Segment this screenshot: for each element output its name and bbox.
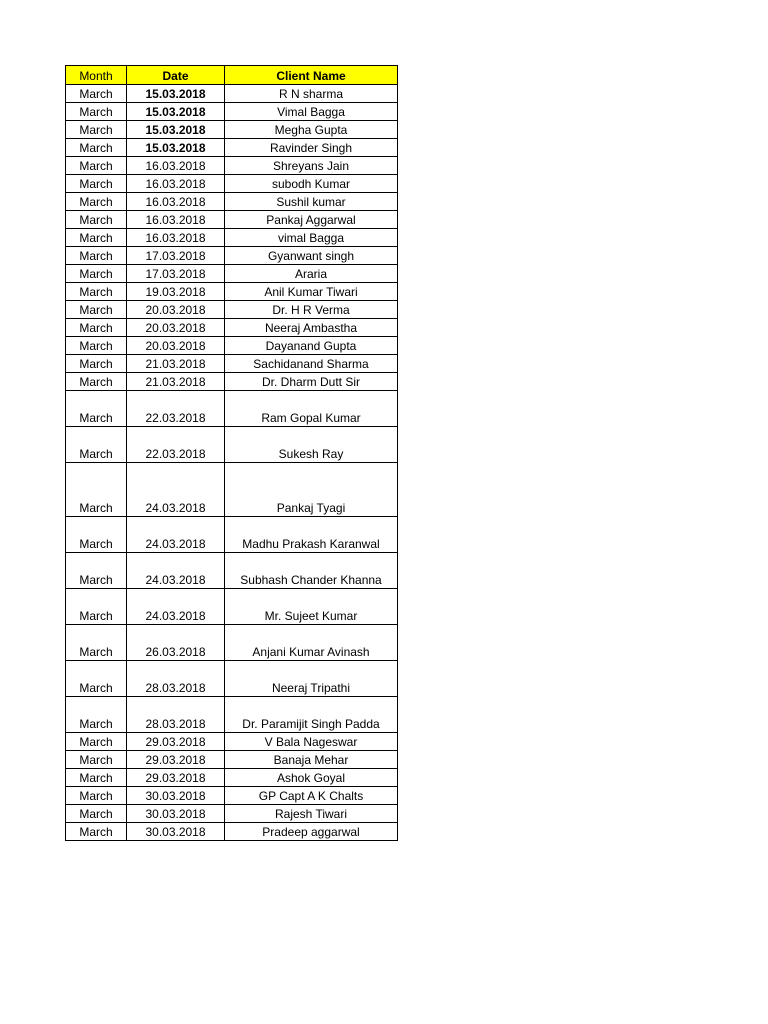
table-row — [66, 211, 398, 229]
month-cell: March — [66, 301, 127, 319]
table-row — [66, 625, 398, 661]
table-row — [66, 661, 398, 697]
table-row — [66, 139, 398, 157]
client-name-cell: Dr. H R Verma — [225, 301, 398, 319]
date-cell: 24.03.2018 — [127, 463, 225, 517]
client-name-cell: Dayanand Gupta — [225, 337, 398, 355]
table-row — [66, 427, 398, 463]
month-cell: March — [66, 517, 127, 553]
month-cell: March — [66, 769, 127, 787]
date-cell: 17.03.2018 — [127, 265, 225, 283]
date-cell: 20.03.2018 — [127, 337, 225, 355]
month-cell: March — [66, 805, 127, 823]
client-name-cell: GP Capt A K Chalts — [225, 787, 398, 805]
table-row — [66, 751, 398, 769]
date-cell: 28.03.2018 — [127, 661, 225, 697]
client-name-cell: Rajesh Tiwari — [225, 805, 398, 823]
client-name-cell: Mr. Sujeet Kumar — [225, 589, 398, 625]
month-cell: March — [66, 463, 127, 517]
client-name-cell: vimal Bagga — [225, 229, 398, 247]
date-cell: 22.03.2018 — [127, 391, 225, 427]
table-row — [66, 157, 398, 175]
client-name-cell: Vimal Bagga — [225, 103, 398, 121]
date-cell: 29.03.2018 — [127, 769, 225, 787]
date-cell: 15.03.2018 — [127, 85, 225, 103]
header-row — [66, 66, 398, 85]
table-row — [66, 247, 398, 265]
date-cell: 26.03.2018 — [127, 625, 225, 661]
date-cell: 20.03.2018 — [127, 319, 225, 337]
table-row — [66, 85, 398, 103]
month-cell: March — [66, 319, 127, 337]
table-row — [66, 319, 398, 337]
date-cell: 21.03.2018 — [127, 373, 225, 391]
month-cell: March — [66, 211, 127, 229]
month-cell: March — [66, 85, 127, 103]
client-name-cell: Shreyans Jain — [225, 157, 398, 175]
month-cell: March — [66, 139, 127, 157]
date-cell: 16.03.2018 — [127, 175, 225, 193]
client-name-cell: V Bala Nageswar — [225, 733, 398, 751]
table-row — [66, 355, 398, 373]
client-table — [65, 65, 398, 841]
date-cell: 29.03.2018 — [127, 733, 225, 751]
date-cell: 29.03.2018 — [127, 751, 225, 769]
month-cell: March — [66, 229, 127, 247]
table-row — [66, 121, 398, 139]
table-row — [66, 823, 398, 841]
month-cell: March — [66, 193, 127, 211]
table-row — [66, 265, 398, 283]
table-row — [66, 301, 398, 319]
client-name-cell: Sachidanand Sharma — [225, 355, 398, 373]
month-cell: March — [66, 733, 127, 751]
table-row — [66, 229, 398, 247]
table-body — [66, 85, 398, 841]
table-row — [66, 733, 398, 751]
date-cell: 30.03.2018 — [127, 805, 225, 823]
client-name-cell: Madhu Prakash Karanwal — [225, 517, 398, 553]
table-row — [66, 517, 398, 553]
client-name-cell: Dr. Dharm Dutt Sir — [225, 373, 398, 391]
client-name-cell: Gyanwant singh — [225, 247, 398, 265]
date-cell: 19.03.2018 — [127, 283, 225, 301]
month-cell: March — [66, 823, 127, 841]
table-row — [66, 805, 398, 823]
month-cell: March — [66, 625, 127, 661]
header-client-name: Client Name — [225, 66, 398, 85]
client-name-cell: Ravinder Singh — [225, 139, 398, 157]
client-name-cell: Sushil kumar — [225, 193, 398, 211]
header-month: Month — [66, 66, 127, 85]
month-cell: March — [66, 751, 127, 769]
client-name-cell: Megha Gupta — [225, 121, 398, 139]
table-row — [66, 769, 398, 787]
table-row — [66, 787, 398, 805]
month-cell: March — [66, 787, 127, 805]
date-cell: 24.03.2018 — [127, 589, 225, 625]
table-row — [66, 589, 398, 625]
date-cell: 20.03.2018 — [127, 301, 225, 319]
month-cell: March — [66, 373, 127, 391]
date-cell: 24.03.2018 — [127, 517, 225, 553]
table-row — [66, 373, 398, 391]
client-name-cell: R N sharma — [225, 85, 398, 103]
date-cell: 16.03.2018 — [127, 157, 225, 175]
table-row — [66, 463, 398, 517]
month-cell: March — [66, 103, 127, 121]
date-cell: 22.03.2018 — [127, 427, 225, 463]
month-cell: March — [66, 391, 127, 427]
table-header — [66, 66, 398, 85]
client-name-cell: Pankaj Tyagi — [225, 463, 398, 517]
date-cell: 24.03.2018 — [127, 553, 225, 589]
table-row — [66, 103, 398, 121]
header-date: Date — [127, 66, 225, 85]
date-cell: 30.03.2018 — [127, 787, 225, 805]
client-name-cell: Banaja Mehar — [225, 751, 398, 769]
date-cell: 16.03.2018 — [127, 193, 225, 211]
date-cell: 28.03.2018 — [127, 697, 225, 733]
date-cell: 15.03.2018 — [127, 139, 225, 157]
client-name-cell: subodh Kumar — [225, 175, 398, 193]
client-name-cell: Sukesh Ray — [225, 427, 398, 463]
table-row — [66, 553, 398, 589]
table-row — [66, 283, 398, 301]
month-cell: March — [66, 427, 127, 463]
client-name-cell: Subhash Chander Khanna — [225, 553, 398, 589]
date-cell: 15.03.2018 — [127, 121, 225, 139]
date-cell: 15.03.2018 — [127, 103, 225, 121]
table-row — [66, 391, 398, 427]
month-cell: March — [66, 697, 127, 733]
client-name-cell: Dr. Paramijit Singh Padda — [225, 697, 398, 733]
month-cell: March — [66, 157, 127, 175]
month-cell: March — [66, 175, 127, 193]
client-name-cell: Anjani Kumar Avinash — [225, 625, 398, 661]
month-cell: March — [66, 661, 127, 697]
client-name-cell: Ashok Goyal — [225, 769, 398, 787]
client-name-cell: Pankaj Aggarwal — [225, 211, 398, 229]
client-name-cell: Pradeep aggarwal — [225, 823, 398, 841]
month-cell: March — [66, 337, 127, 355]
month-cell: March — [66, 283, 127, 301]
date-cell: 21.03.2018 — [127, 355, 225, 373]
date-cell: 16.03.2018 — [127, 211, 225, 229]
client-name-cell: Neeraj Ambastha — [225, 319, 398, 337]
month-cell: March — [66, 553, 127, 589]
date-cell: 30.03.2018 — [127, 823, 225, 841]
client-name-cell: Neeraj Tripathi — [225, 661, 398, 697]
month-cell: March — [66, 589, 127, 625]
month-cell: March — [66, 121, 127, 139]
client-name-cell: Anil Kumar Tiwari — [225, 283, 398, 301]
table-row — [66, 337, 398, 355]
table-row — [66, 697, 398, 733]
date-cell: 16.03.2018 — [127, 229, 225, 247]
month-cell: March — [66, 247, 127, 265]
month-cell: March — [66, 355, 127, 373]
table-row — [66, 175, 398, 193]
table-row — [66, 193, 398, 211]
month-cell: March — [66, 265, 127, 283]
client-name-cell: Araria — [225, 265, 398, 283]
date-cell: 17.03.2018 — [127, 247, 225, 265]
client-name-cell: Ram Gopal Kumar — [225, 391, 398, 427]
